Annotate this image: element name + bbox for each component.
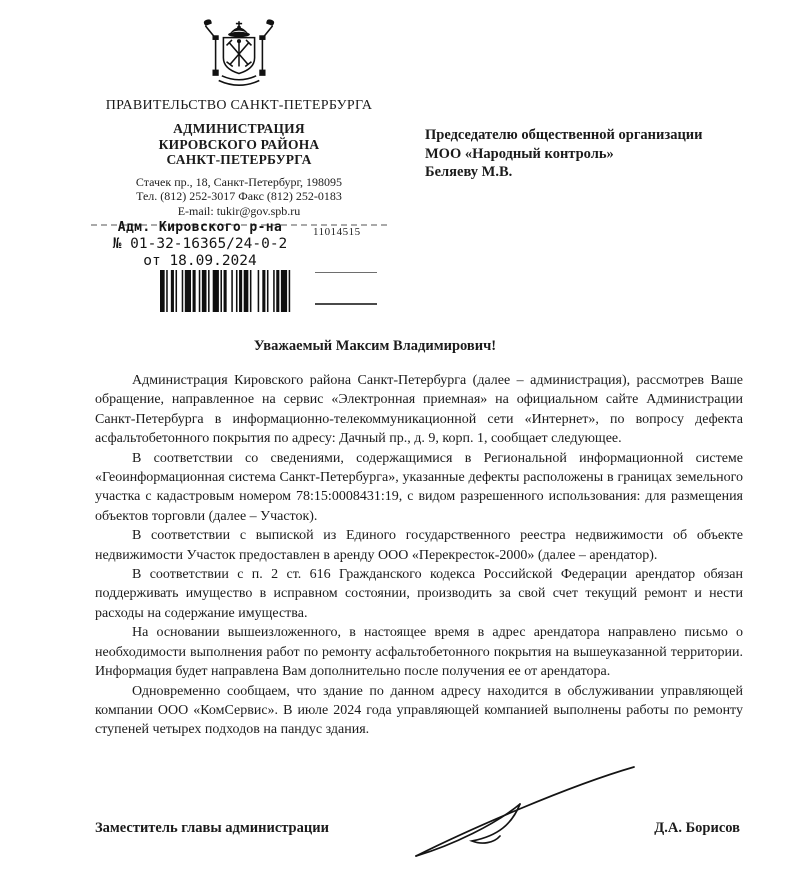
letterhead-address: Стачек пр., 18, Санкт-Петербург, 198095	[135, 174, 343, 189]
body-paragraph: В соответствии со сведениями, содержащимися в Региональной информационной системе «Геоинформационная система Санкт-Петербурга», указанные дефекты расположены в границах земельного участка с кадастровым номером 78:15:0008431:19, с видом разрешенного использования: для размещения объектов торговли (далее – Участок).	[95, 450, 743, 524]
recipient-name: Беляеву М.В.	[425, 164, 513, 180]
salutation: Уважаемый Максим Владимирович!	[253, 338, 497, 354]
stamp-number-line: № 01-32-16365/24-0-2	[112, 236, 288, 252]
letter-body	[95, 371, 743, 740]
body-paragraph: В соответствии с выпиской из Единого государственного реестра недвижимости об объекте недвижимости Участок предоставлен в аренду ООО «Перекресток-2000» (далее – арендатор).	[95, 528, 743, 563]
recipient-title: Председателю общественной организации	[425, 127, 703, 143]
signatory-name: Д.А. Борисов	[654, 820, 740, 836]
note-line-top	[315, 272, 377, 273]
letterhead-government: ПРАВИТЕЛЬСТВО САНКТ-ПЕТЕРБУРГА	[105, 98, 373, 113]
signature-stroke-icon	[408, 766, 643, 864]
letterhead-phone-fax: Тел. (812) 252-3017 Факс (812) 252-0183	[136, 189, 342, 203]
letterhead-email: E-mail: tukir@gov.spb.ru	[177, 203, 301, 218]
document-code: 11014515	[313, 226, 361, 238]
recipient-block	[425, 126, 755, 182]
body-paragraph: На основании вышеизложенного, в настоящее время в адрес арендатора направлено письмо о необходимости выполнения работ по ремонту асфальтобетонного покрытия на вышеуказанной территории. Информация будет направлена Вам дополнительно после получения ее от арендатора.	[95, 625, 743, 680]
body-paragraph: В соответствии с п. 2 ст. 616 Гражданского кодекса Российской Федерации арендатор обязан поддерживать имущество в исправном состоянии, производить за свой счет текущий ремонт и нести расходы на содержание имущества.	[95, 567, 743, 621]
stamp-date-line: от 18.09.2024	[143, 253, 257, 269]
letterhead-org-line1: АДМИНИСТРАЦИЯ	[173, 121, 305, 136]
letterhead-contacts	[88, 175, 390, 219]
signatory-position: Заместитель главы администрации	[95, 820, 329, 836]
barcode	[160, 270, 320, 312]
letterhead	[88, 16, 390, 226]
note-line-bottom	[315, 303, 377, 305]
body-paragraph: Администрация Кировского района Санкт-Петербурга (далее – администрация), рассмотрев Ваше обращение, направленное на сервис «Электронная приемная» на официальном сайте Администрации Санкт-Петербурга в информационно-телекоммуникационной сети «Интернет», по вопросу дефекта асфальтобетонного покрытия по адресу: Дачный пр., д. 9, корп. 1, сообщает следующее.	[95, 373, 743, 447]
letterhead-org-line3: САНКТ-ПЕТЕРБУРГА	[166, 152, 312, 167]
stamp-org-line: Адм. Кировского р-на	[117, 220, 283, 235]
letterhead-org-line2: КИРОВСКОГО РАЙОНА	[158, 136, 320, 152]
body-paragraph: Одновременно сообщаем, что здание по данном адресу находится в обслуживании управляющей компании ООО «КомСервис». В июле 2024 года управляющей компанией выполнены работы по ремонту ступеней четырех подходов на пандус здания.	[95, 683, 743, 738]
registration-stamp	[100, 220, 300, 269]
letterhead-org-name	[88, 121, 390, 168]
coat-of-arms-icon	[200, 16, 278, 92]
recipient-organization: МОО «Народный контроль»	[425, 145, 614, 162]
